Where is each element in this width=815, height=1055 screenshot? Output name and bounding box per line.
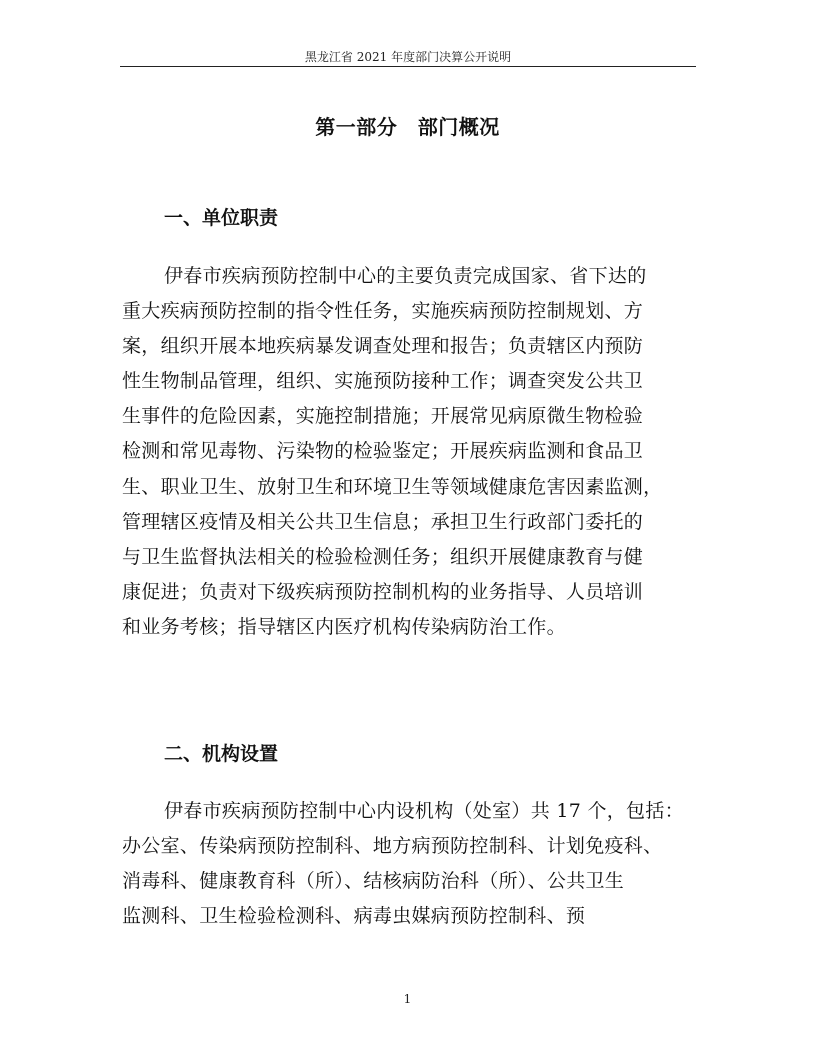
paragraph-line: 管理辖区疫情及相关公共卫生信息；承担卫生行政部门委托的 [122,510,644,533]
page-header [120,46,696,67]
section-heading-organization: 二、机构设置 [164,743,279,765]
paragraph-line: 办公室、传染病预防控制科、地方病预防控制科、计划免疫科、 [122,835,663,858]
page-title: 第一部分 部门概况 [315,115,500,139]
paragraph-line: 与卫生监督执法相关的检验检测任务；组织开展健康教育与健 [122,545,644,568]
paragraph-line: 消毒科、健康教育科（所）、结核病防治科（所）、公共卫生 [122,870,625,893]
header-text: 黑龙江省 2021 年度部门决算公开说明 [304,50,512,64]
paragraph-line: 案，组织开展本地疾病暴发调查处理和报告；负责辖区内预防 [122,335,644,358]
paragraph-line: 生、职业卫生、放射卫生和环境卫生等领域健康危害因素监测， [122,475,663,498]
paragraph-line: 和业务考核；指导辖区内医疗机构传染病防治工作。 [122,615,566,638]
paragraph-line: 伊春市疾病预防控制中心内设机构（处室）共 17 个，包括： [164,800,684,822]
paragraph-line: 性生物制品管理，组织、实施预防接种工作；调查突发公共卫 [122,370,644,393]
paragraph-line: 生事件的危险因素，实施控制措施；开展常见病原微生物检验 [122,405,644,428]
paragraph-line: 重大疾病预防控制的指令性任务，实施疾病预防控制规划、方 [122,300,644,323]
paragraph-line: 伊春市疾病预防控制中心的主要负责完成国家、省下达的 [164,265,647,287]
page-number: 1 [403,992,412,1006]
organization-paragraph [122,794,702,934]
section-heading-responsibilities: 一、单位职责 [164,207,279,229]
paragraph-line: 康促进；负责对下级疾病预防控制机构的业务指导、人员培训 [122,580,644,603]
paragraph-line: 监测科、卫生检验检测科、病毒虫媒病预防控制科、预 [122,905,586,928]
responsibilities-paragraph [122,259,702,645]
paragraph-line: 检测和常见毒物、污染物的检验鉴定；开展疾病监测和食品卫 [122,440,644,463]
